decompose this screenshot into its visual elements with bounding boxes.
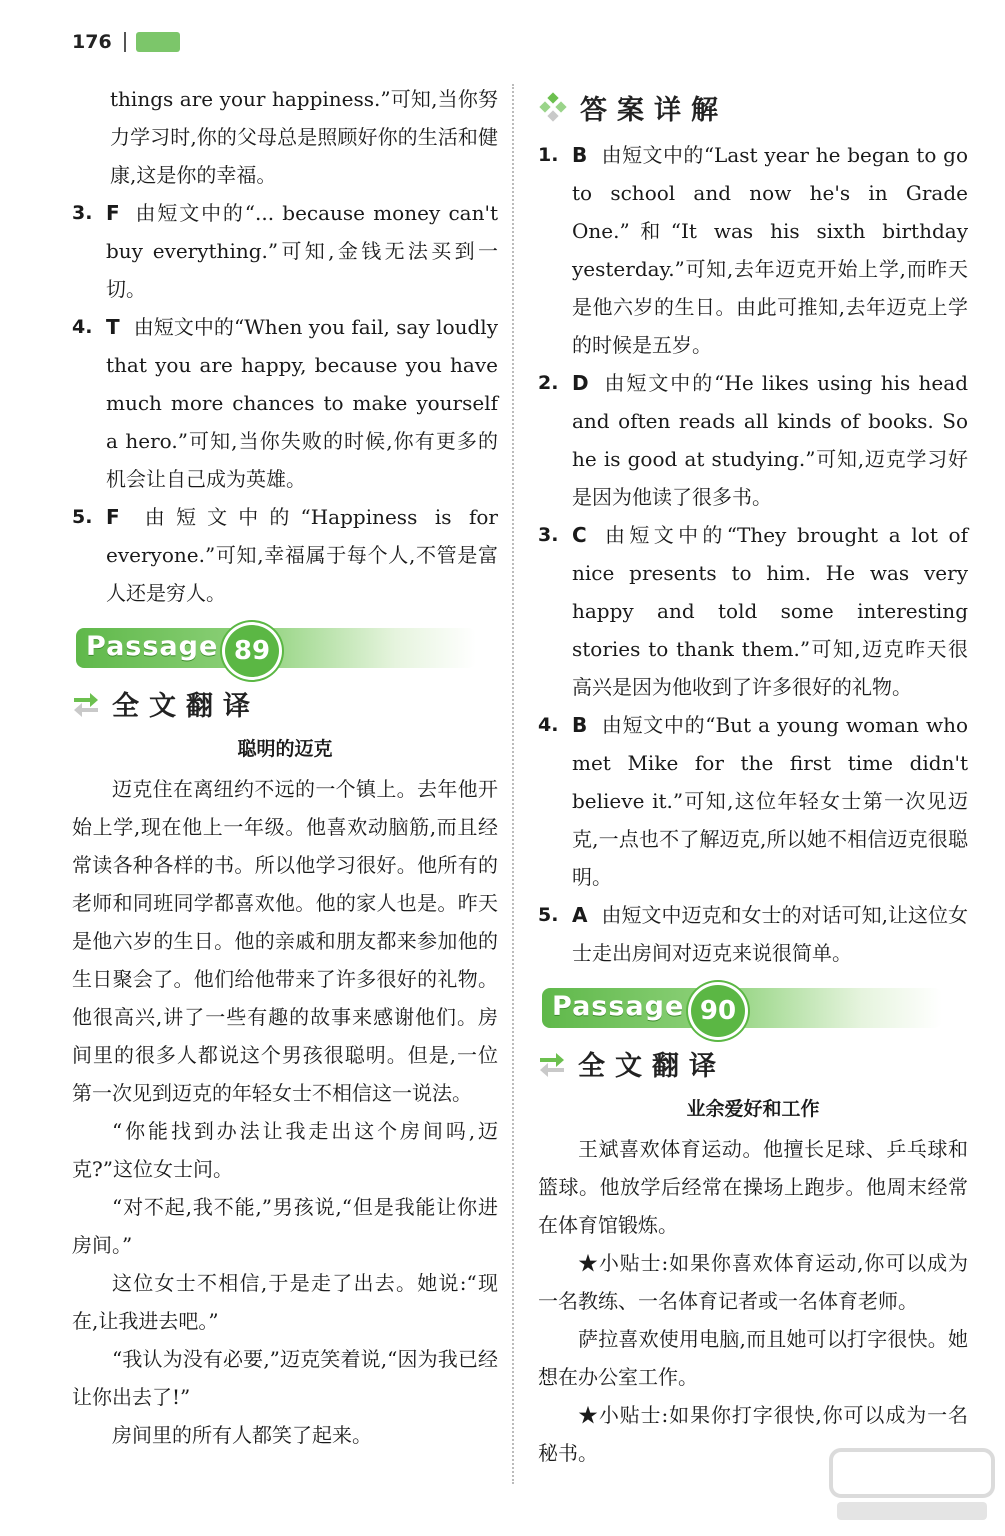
- passage-label: Passage: [86, 631, 219, 662]
- answer-text: 由短文中的“Last year he began to go to school and now he's in Grade One.”和“It was his sixth birthday yesterday.”可知,去年迈克开始上学,而昨天是他六岁的生日。由此可推知,去年迈克上学的时候是五岁。: [572, 143, 968, 357]
- answer-key: F: [106, 505, 120, 529]
- passage-number-badge: 89: [222, 622, 282, 680]
- answer-text: 由短文中的“... because money can't buy everything.”可知,金钱无法买到一切。: [106, 201, 498, 301]
- answer-text: 由短文中的“But a young woman who met Mike for the first time didn't believe it.”可知,这位年轻女士第一次见迈克,一点也不了解迈克,所以她不相信迈克很聪明。: [572, 713, 968, 889]
- passage-banner: [76, 622, 498, 674]
- story-paragraph: “你能找到办法让我走出这个房间吗,迈克?”这位女士问。: [72, 1119, 498, 1181]
- answer-item: [72, 498, 498, 612]
- swap-arrows-icon: [538, 1048, 566, 1078]
- story-paragraph: 房间里的所有人都笑了起来。: [112, 1423, 372, 1447]
- answer-key: T: [106, 315, 120, 339]
- answers-heading-title: 答案详解: [580, 94, 728, 126]
- section-heading: [538, 1038, 968, 1088]
- section-heading: [72, 678, 498, 728]
- answer-item: [72, 194, 498, 308]
- answer-text: 由短文中的“He likes using his head and often reads all kinds of books. So he is good at studying.”可知,迈克学习好是因为他读了很多书。: [572, 371, 968, 509]
- answer-number: 2.: [538, 372, 559, 394]
- header-tab-decoration: [136, 32, 180, 52]
- answer-item: [538, 706, 968, 896]
- story-title: 聪明的迈克: [237, 738, 333, 760]
- passage-label: Passage: [552, 991, 685, 1022]
- story-paragraph: “对不起,我不能,”男孩说,“但是我能让你进房间。”: [72, 1195, 498, 1257]
- answer-text: 由短文中的“When you fail, say loudly that you are happy, because you have much more chances to make yourself a hero.”可知,当你失败的时候,你有更多的机会让自己成为英雄。: [106, 315, 498, 491]
- section-title: 全文翻译: [578, 1050, 726, 1082]
- swap-arrows-icon: [72, 688, 100, 718]
- answer-key: D: [572, 371, 589, 395]
- answer-key: B: [572, 713, 588, 737]
- story-title: 业余爱好和工作: [686, 1098, 820, 1120]
- answer-item: [72, 308, 498, 498]
- page-number: 176: [72, 31, 112, 53]
- answer-key: C: [572, 523, 587, 547]
- answer-key: A: [572, 903, 588, 927]
- answer-number: 5.: [72, 506, 93, 528]
- answer-text: 由短文中的“Happiness is for everyone.”可知,幸福属于每个人,不管是富人还是穷人。: [106, 505, 498, 605]
- answer-text: 由短文中迈克和女士的对话可知,让这位女士走出房间对迈克来说很简单。: [572, 903, 968, 965]
- answer-number: 1.: [538, 144, 559, 166]
- answer-key: F: [106, 201, 120, 225]
- answer-number: 5.: [538, 904, 559, 926]
- section-title: 全文翻译: [112, 690, 260, 722]
- answer-key: B: [572, 143, 588, 167]
- left-column: [72, 80, 498, 1516]
- answer-item: [538, 516, 968, 706]
- answer-item: [538, 136, 968, 364]
- watermark-logo: [827, 1446, 997, 1526]
- answer-text: 由短文中的“They brought a lot of nice presents to him. He was very happy and told some interesting stories to thank them.”可知,迈克昨天很高兴是因为他收到了许多很好的礼物。: [572, 523, 968, 699]
- header-divider: [124, 32, 126, 52]
- story-paragraph: 萨拉喜欢使用电脑,而且她可以打字很快。她想在办公室工作。: [538, 1327, 968, 1389]
- answer-item: [538, 364, 968, 516]
- right-column: [538, 80, 968, 1516]
- answer-item: [538, 896, 968, 972]
- story-paragraph: 这位女士不相信,于是走了出去。她说:“现在,让我进去吧。”: [72, 1271, 498, 1333]
- answer-continuation: things are your happiness.”可知,当你努力学习时,你的父母总是照顾好你的生活和健康,这是你的幸福。: [110, 87, 498, 187]
- column-divider: [512, 84, 514, 1484]
- answers-heading: [538, 82, 968, 132]
- page-header: [72, 28, 180, 56]
- answer-number: 3.: [538, 524, 559, 546]
- passage-banner: [542, 982, 968, 1034]
- tip-paragraph: ★小贴士:如果你打字很快,你可以成为一名秘书。: [538, 1403, 968, 1465]
- answer-number: 4.: [72, 316, 93, 338]
- answer-number: 3.: [72, 202, 93, 224]
- story-paragraph: 王斌喜欢体育运动。他擅长足球、乒乓球和篮球。他放学后经常在操场上跑步。他周末经常在体育馆锻炼。: [538, 1137, 968, 1237]
- story-paragraph: “我认为没有必要,”迈克笑着说,“因为我已经让你出去了!”: [72, 1347, 498, 1409]
- diamond-cluster-icon: [538, 92, 568, 122]
- answer-number: 4.: [538, 714, 559, 736]
- tip-paragraph: ★小贴士:如果你喜欢体育运动,你可以成为一名教练、一名体育记者或一名体育老师。: [538, 1251, 968, 1313]
- passage-number-badge: 90: [688, 982, 748, 1040]
- story-paragraph: 迈克住在离纽约不远的一个镇上。去年他开始上学,现在他上一年级。他喜欢动脑筋,而且经常读各种各样的书。所以他学习很好。他所有的老师和同班同学都喜欢他。他的家人也是。昨天是他六岁的生日。他的亲戚和朋友都来参加他的生日聚会了。他们给他带来了许多很好的礼物。他很高兴,讲了一些有趣的故事来感谢他们。房间里的很多人都说这个男孩很聪明。但是,一位第一次见到迈克的年轻女士不相信这一说法。: [72, 777, 498, 1105]
